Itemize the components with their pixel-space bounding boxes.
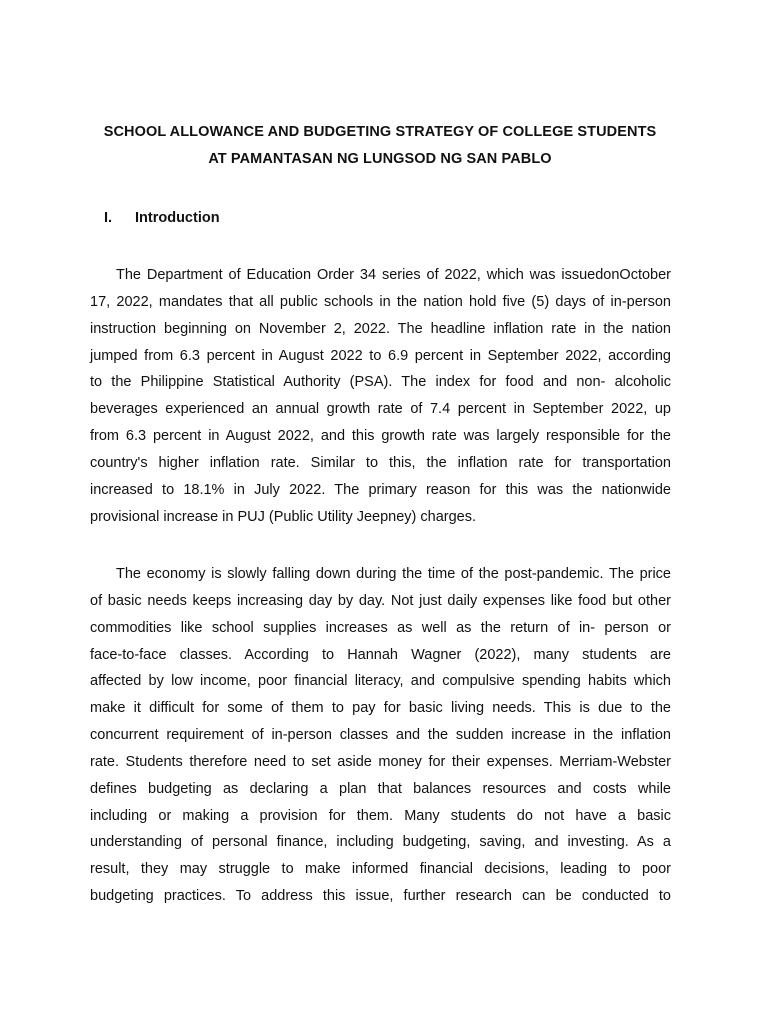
paragraph-line: to the Philippine Statistical Authority (PSA). The index for food and non- alcoholic: [90, 374, 671, 391]
paragraph-line: result, they may struggle to make informed financial decisions, leading to poor: [90, 861, 671, 878]
paragraph-line: understanding of personal finance, including budgeting, saving, and investing. As a: [90, 834, 671, 851]
paragraph-line: instruction beginning on November 2, 2022. The headline inflation rate in the nation: [90, 320, 671, 337]
section-heading: [104, 205, 220, 232]
paragraph-line: from 6.3 percent in August 2022, and this growth rate was largely responsible for the: [90, 428, 671, 445]
title-line-2: AT PAMANTASAN NG LUNGSOD NG SAN PABLO: [208, 151, 552, 167]
paragraph-line: 17, 2022, mandates that all public schools in the nation hold five (5) days of in-person: [90, 293, 671, 310]
section-title: Introduction: [135, 210, 220, 226]
paragraph-2: [90, 561, 671, 910]
paragraph-1: [90, 262, 671, 530]
section-number: I.: [104, 210, 113, 226]
paragraph-line: jumped from 6.3 percent in August 2022 to 6.9 percent in September 2022, according: [90, 347, 671, 364]
paragraph-line: including or making a provision for them. Many students do not have a basic: [90, 807, 671, 824]
paragraph-line: increased to 18.1% in July 2022. The primary reason for this was the nationwide: [90, 481, 671, 498]
paragraph-line: make it difficult for some of them to pay for basic living needs. This is due to the: [90, 700, 671, 717]
paragraph-line: concurrent requirement of in-person classes and the sudden increase in the inflation: [90, 727, 671, 744]
paragraph-line: affected by low income, poor financial literacy, and compulsive spending habits which: [90, 673, 671, 690]
paragraph-line: rate. Students therefore need to set aside money for their expenses. Merriam-Webster: [90, 753, 671, 770]
paragraph-line: The economy is slowly falling down during the time of the post-pandemic. The price: [116, 566, 671, 582]
paragraph-line: of basic needs keeps increasing day by day. Not just daily expenses like food but other: [90, 592, 671, 609]
document-title: [60, 119, 700, 173]
paragraph-line: defines budgeting as declaring a plan that balances resources and costs while: [90, 780, 671, 797]
paragraph-line: provisional increase in PUJ (Public Utility Jeepney) charges.: [90, 508, 477, 525]
paragraph-line: beverages experienced an annual growth rate of 7.4 percent in September 2022, up: [90, 401, 671, 418]
title-line-1: SCHOOL ALLOWANCE AND BUDGETING STRATEGY OF COLLEGE STUDENTS: [103, 124, 657, 140]
paragraph-line: face-to-face classes. According to Hannah Wagner (2022), many students are: [90, 646, 671, 663]
paragraph-line: commodities like school supplies increases as well as the return of in- person or: [90, 619, 671, 636]
paragraph-line: The Department of Education Order 34 series of 2022, which was issuedonOctober: [116, 267, 671, 283]
paragraph-line: budgeting practices. To address this issue, further research can be conducted to: [90, 888, 671, 905]
paragraph-line: country's higher inflation rate. Similar to this, the inflation rate for transportation: [90, 454, 671, 471]
